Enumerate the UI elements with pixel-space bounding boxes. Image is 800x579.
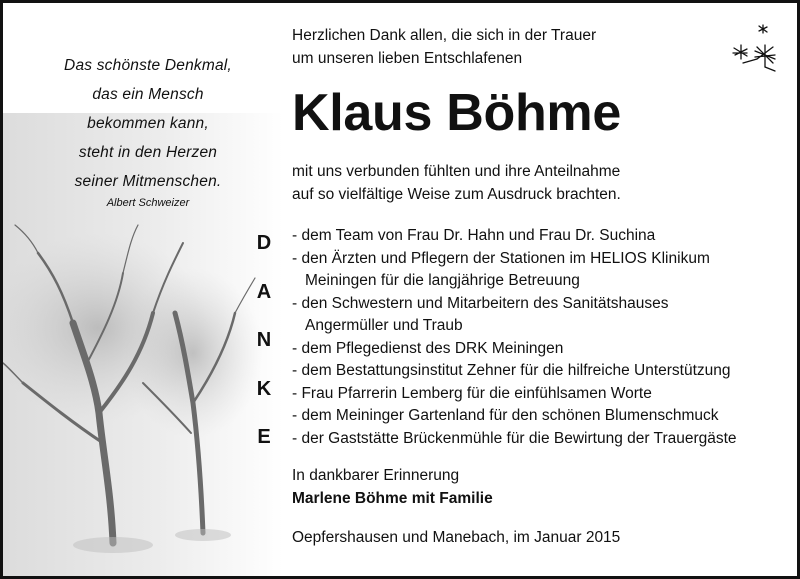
list-item: - den Schwestern und Mitarbeitern des Sanitätshauses xyxy=(292,294,669,312)
quote-line: das ein Mensch xyxy=(92,86,204,103)
continuation-line: auf so vielfältige Weise zum Ausdruck brachten. xyxy=(292,185,621,203)
list-item: - dem Bestattungsinstitut Zehner für die hilfreiche Unterstützung xyxy=(292,362,731,379)
danke-letter: A xyxy=(256,280,272,303)
danke-letter: N xyxy=(256,329,272,351)
list-item: - den Ärzten und Pflegern der Stationen im HELIOS Klinikum xyxy=(292,249,710,267)
quote-line: steht in den Herzen xyxy=(78,144,218,161)
list-item: - dem Meininger Gartenland für den schönen Blumenschmuck xyxy=(292,407,719,424)
place-date: Oepfershausen und Manebach, im Januar 2015 xyxy=(292,529,621,546)
list-item: - dem Team von Frau Dr. Hahn und Frau Dr. Suchina xyxy=(292,227,656,244)
main-text xyxy=(292,25,792,550)
quote xyxy=(31,51,265,196)
danke-letter: D xyxy=(256,232,272,254)
intro-line: um unseren lieben Entschlafenen xyxy=(292,49,523,67)
list-item-continuation: Angermüller und Traub xyxy=(305,317,463,334)
quote-line: seiner Mitmenschen. xyxy=(74,173,222,190)
signature: Marlene Böhme mit Familie xyxy=(292,489,493,507)
list-item: - dem Pflegedienst des DRK Meiningen xyxy=(292,339,564,357)
deceased-name: Klaus Böhme xyxy=(292,84,621,142)
continuation-line: mit uns verbunden fühlten und ihre Anteilnahme xyxy=(292,163,621,180)
thanks-list xyxy=(292,225,792,450)
closing: In dankbarer Erinnerung xyxy=(292,467,460,484)
quote-author: Albert Schweizer xyxy=(106,197,190,209)
list-item: - der Gaststätte Brückenmühle für die Bewirtung der Trauergäste xyxy=(292,429,737,447)
quote-line: Das schönste Denkmal, xyxy=(64,57,232,74)
list-item-continuation: Meiningen für die langjährige Betreuung xyxy=(305,272,580,289)
danke-letter: E xyxy=(257,426,271,448)
danke-letter: K xyxy=(256,377,272,400)
danke-vertical xyxy=(253,229,275,472)
quote-line: bekommen kann, xyxy=(87,115,209,132)
list-item: - Frau Pfarrerin Lemberg für die einfühlsamen Worte xyxy=(292,384,652,402)
intro-line: Herzlichen Dank allen, die sich in der Trauer xyxy=(292,27,597,44)
